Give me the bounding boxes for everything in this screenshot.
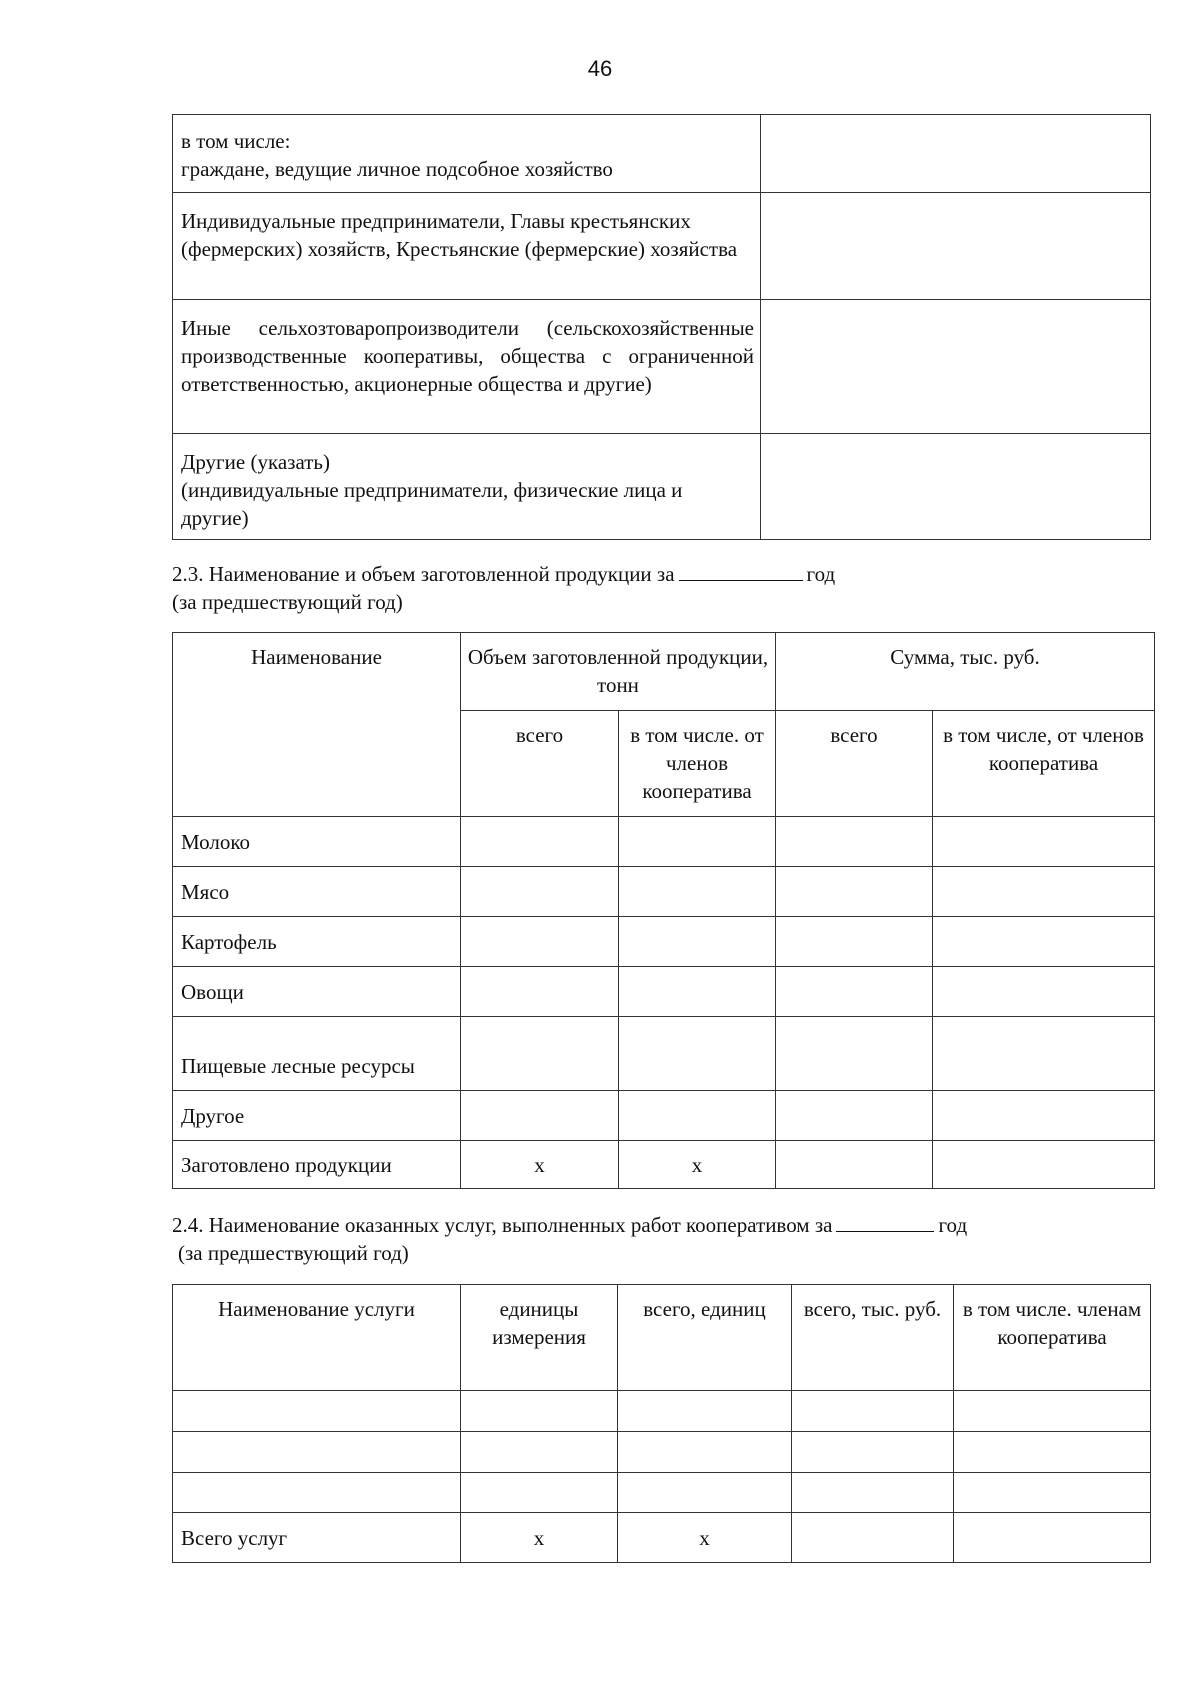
volume-members-cell[interactable] — [619, 1091, 776, 1141]
table-row — [173, 1432, 1151, 1473]
unit-cell[interactable] — [461, 1432, 618, 1473]
header-sum-members: в том числе, от членов кооператива — [933, 711, 1155, 817]
sum-total-cell[interactable] — [776, 917, 933, 967]
producer-category-cell — [173, 193, 761, 300]
header-sum: Сумма, тыс. руб. — [776, 633, 1155, 711]
value-cell[interactable] — [761, 300, 1151, 434]
volume-total-cell[interactable] — [461, 1091, 619, 1141]
year-blank-field[interactable] — [679, 560, 803, 581]
product-name: Картофель — [173, 917, 461, 967]
volume-members-cell[interactable] — [619, 817, 776, 867]
cell-text: Иные сельхозтоваропроизводители (сельскохозяйственные производственные кооперативы, общества с ограниченной ответственностью, акционерные общества и другие) — [181, 316, 754, 396]
total-units-cell[interactable] — [618, 1391, 792, 1432]
services-table — [172, 1284, 1151, 1563]
header-name: Наименование — [173, 633, 461, 817]
total-rub-cell[interactable] — [792, 1432, 954, 1473]
total-rub-cell[interactable] — [792, 1391, 954, 1432]
volume-total-cell: х — [461, 1141, 619, 1189]
sum-members-cell[interactable] — [933, 867, 1155, 917]
header-row — [173, 1285, 1151, 1391]
volume-total-cell[interactable] — [461, 867, 619, 917]
header-volume: Объем заготовленной продукции, тонн — [461, 633, 776, 711]
volume-members-cell[interactable] — [619, 867, 776, 917]
sum-members-cell[interactable] — [933, 917, 1155, 967]
volume-members-cell[interactable] — [619, 967, 776, 1017]
total-units-cell[interactable] — [618, 1473, 792, 1513]
unit-cell[interactable] — [461, 1391, 618, 1432]
volume-total-cell[interactable] — [461, 917, 619, 967]
volume-members-cell[interactable] — [619, 917, 776, 967]
value-cell[interactable] — [761, 434, 1151, 540]
producer-category-cell — [173, 115, 761, 193]
total-rub-cell[interactable] — [792, 1473, 954, 1513]
value-cell[interactable] — [761, 193, 1151, 300]
year-label: год — [938, 1213, 968, 1237]
service-name-cell[interactable] — [173, 1473, 461, 1513]
sum-total-cell[interactable] — [776, 867, 933, 917]
header-volume-members: в том числе. от членов кооператива — [619, 711, 776, 817]
year-blank-field[interactable] — [836, 1211, 934, 1232]
section-2-3-heading — [172, 560, 835, 588]
product-name: Пищевые лесные ресурсы — [173, 1017, 461, 1091]
members-cell[interactable] — [954, 1473, 1151, 1513]
cell-line: Другие (указать) — [181, 450, 330, 474]
members-cell[interactable] — [954, 1432, 1151, 1473]
volume-total-cell[interactable] — [461, 967, 619, 1017]
volume-total-cell[interactable] — [461, 1017, 619, 1091]
total-units-cell[interactable] — [618, 1432, 792, 1473]
service-name-cell[interactable] — [173, 1391, 461, 1432]
sum-total-cell[interactable] — [776, 817, 933, 867]
cell-line: граждане, ведущие личное подсобное хозяйство — [181, 157, 613, 181]
section-2-4-heading — [172, 1211, 967, 1239]
total-row — [173, 1513, 1151, 1563]
product-name: Овощи — [173, 967, 461, 1017]
unit-cell[interactable] — [461, 1473, 618, 1513]
product-name: Заготовлено продукции — [173, 1141, 461, 1189]
product-name: Молоко — [173, 817, 461, 867]
value-cell[interactable] — [761, 115, 1151, 193]
section-2-4-subtitle: (за предшествующий год) — [178, 1241, 409, 1265]
sum-members-cell[interactable] — [933, 817, 1155, 867]
table-row — [173, 115, 1151, 193]
cell-line: в том числе: — [181, 129, 291, 153]
producer-category-cell — [173, 300, 761, 434]
members-cell[interactable] — [954, 1391, 1151, 1432]
sum-total-cell[interactable] — [776, 1091, 933, 1141]
table-row — [173, 917, 1155, 967]
table-row — [173, 434, 1151, 540]
sum-members-cell[interactable] — [933, 967, 1155, 1017]
products-table — [172, 632, 1155, 1189]
section-2-3-subtitle: (за предшествующий год) — [172, 590, 403, 614]
product-name: Мясо — [173, 867, 461, 917]
sum-members-cell[interactable] — [933, 1141, 1155, 1189]
year-label: год — [806, 562, 836, 586]
header-sum-total: всего — [776, 711, 933, 817]
table-row — [173, 300, 1151, 434]
total-units-cell: х — [618, 1513, 792, 1563]
total-row — [173, 1141, 1155, 1189]
sum-total-cell[interactable] — [776, 1017, 933, 1091]
volume-members-cell[interactable] — [619, 1017, 776, 1091]
header-total-rub: всего, тыс. руб. — [792, 1285, 954, 1391]
table-row — [173, 1017, 1155, 1091]
section-title: 2.3. Наименование и объем заготовленной продукции за — [172, 562, 675, 586]
section-title: 2.4. Наименование оказанных услуг, выполненных работ кооперативом за — [172, 1213, 833, 1237]
page-number: 46 — [587, 56, 613, 81]
header-members: в том числе. членам кооператива — [954, 1285, 1151, 1391]
table-row — [173, 1091, 1155, 1141]
unit-cell: х — [461, 1513, 618, 1563]
volume-members-cell: х — [619, 1141, 776, 1189]
producers-table — [172, 114, 1151, 540]
header-row — [173, 633, 1155, 711]
service-name-cell[interactable] — [173, 1432, 461, 1473]
product-name: Другое — [173, 1091, 461, 1141]
sum-members-cell[interactable] — [933, 1017, 1155, 1091]
table-row — [173, 967, 1155, 1017]
table-row — [173, 193, 1151, 300]
service-name-cell: Всего услуг — [173, 1513, 461, 1563]
producer-category-cell — [173, 434, 761, 540]
table-row — [173, 1391, 1151, 1432]
table-row — [173, 867, 1155, 917]
header-total-units: всего, единиц — [618, 1285, 792, 1391]
sum-members-cell[interactable] — [933, 1091, 1155, 1141]
header-volume-total: всего — [461, 711, 619, 817]
cell-text: Индивидуальные предприниматели, Главы крестьянских (фермерских) хозяйств, Крестьянские (фермерские) хозяйства — [181, 209, 738, 261]
cell-line: (индивидуальные предприниматели, физические лица и другие) — [181, 478, 683, 530]
header-service-name: Наименование услуги — [173, 1285, 461, 1391]
sum-total-cell[interactable] — [776, 1141, 933, 1189]
header-unit: единицы измерения — [461, 1285, 618, 1391]
members-cell[interactable] — [954, 1513, 1151, 1563]
table-row — [173, 1473, 1151, 1513]
sum-total-cell[interactable] — [776, 967, 933, 1017]
table-row — [173, 817, 1155, 867]
total-rub-cell[interactable] — [792, 1513, 954, 1563]
volume-total-cell[interactable] — [461, 817, 619, 867]
